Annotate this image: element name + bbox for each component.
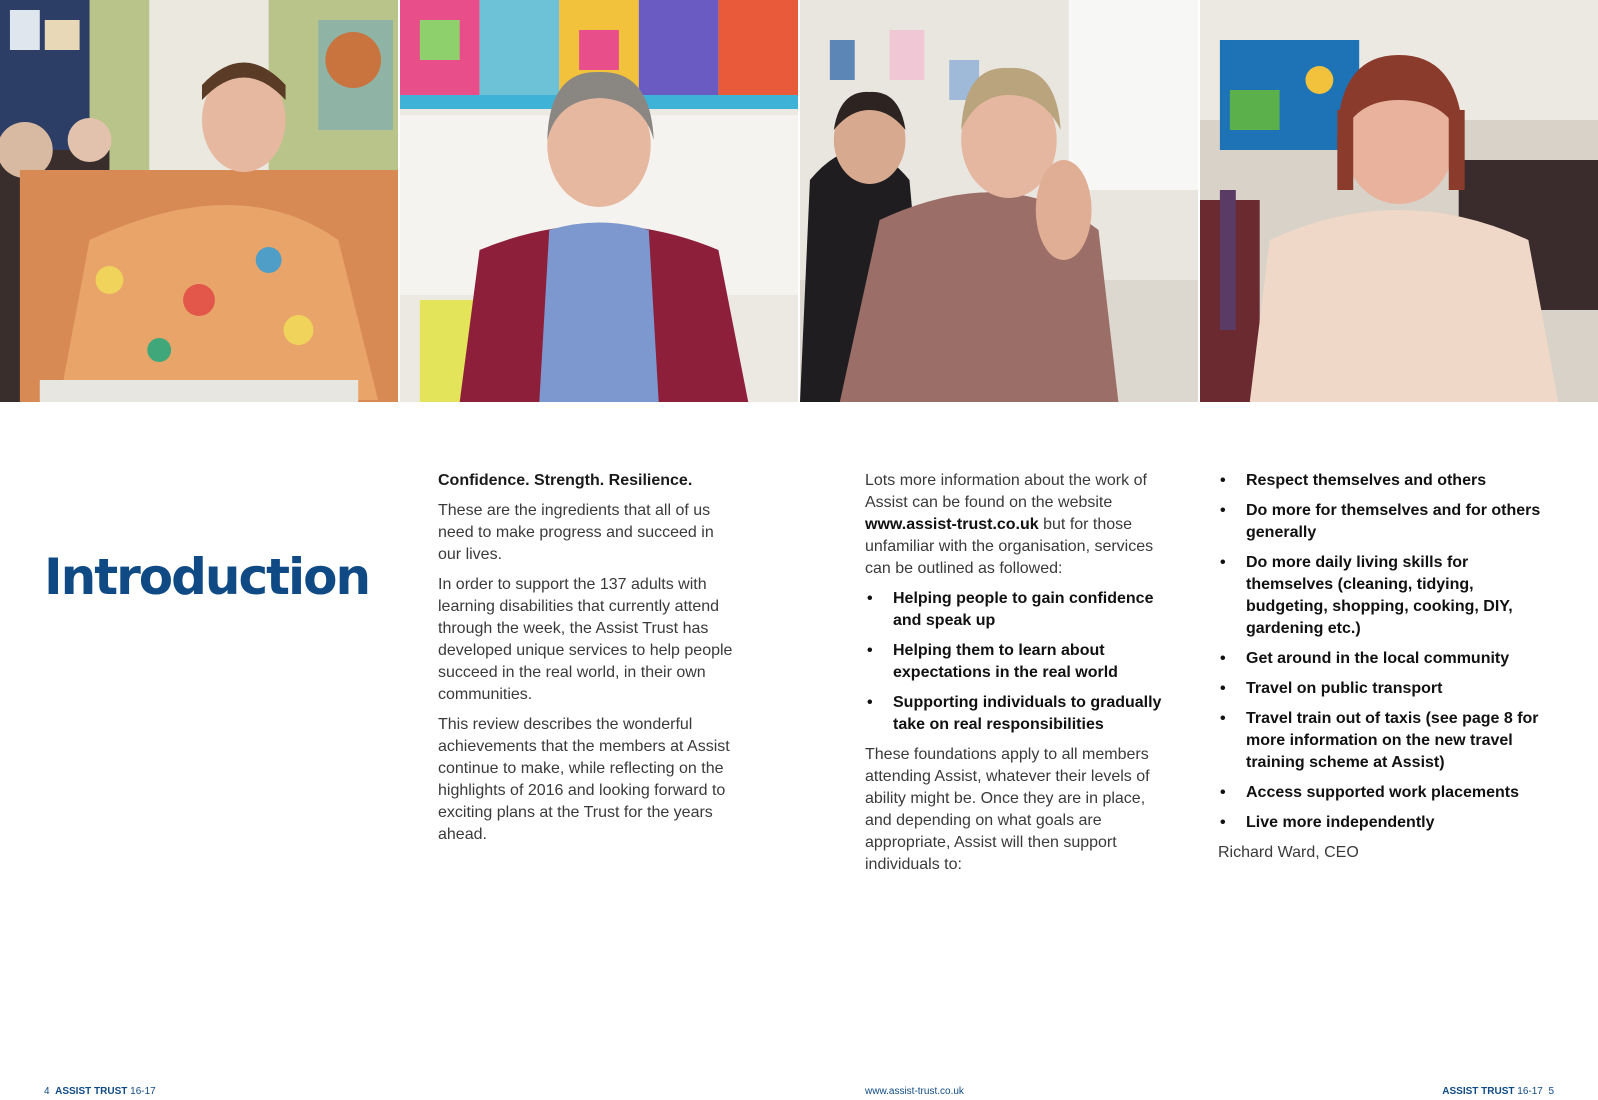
footer-brand-left: ASSIST TRUST bbox=[55, 1086, 128, 1097]
website-link[interactable]: www.assist-trust.co.uk bbox=[865, 516, 1039, 533]
paragraph-foundations: These foundations apply to all members attending Assist, whatever their levels of ability might be. Once they are in place, and depending on what goals are appropriate, Assist will then support individuals to: bbox=[865, 746, 1150, 873]
list-item-text: Travel train out of taxis (see page 8 for more information on the new travel training scheme at Assist) bbox=[1246, 710, 1539, 771]
list-item bbox=[1218, 500, 1548, 544]
bullet-icon: • bbox=[1220, 814, 1226, 831]
paragraph-support: In order to support the 137 adults with learning disabilities that currently attend through the week, the Assist Trust has developed unique services to help people succeed in the real world, in their own communities. bbox=[438, 576, 733, 703]
intro-column-2 bbox=[865, 470, 1165, 884]
photo-woman-cardigan-image bbox=[400, 0, 798, 402]
signature: Richard Ward, CEO bbox=[1218, 844, 1359, 861]
list-item bbox=[1218, 648, 1548, 670]
website-text-after: but for those unfamiliar with the organisation, services can be outlined as followed: bbox=[865, 516, 1154, 577]
list-item-text: Access supported work placements bbox=[1246, 784, 1519, 801]
bullet-icon: • bbox=[1220, 650, 1226, 667]
lead-heading: Confidence. Strength. Resilience. bbox=[438, 472, 693, 489]
list-item-text: Do more daily living skills for themselves (cleaning, tidying, budgeting, shopping, cooking, DIY, gardening etc.) bbox=[1246, 554, 1513, 637]
photo-strip bbox=[0, 0, 1598, 402]
list-item bbox=[1218, 552, 1548, 640]
photo-man-hawaiian-shirt bbox=[0, 0, 398, 402]
list-item bbox=[865, 588, 1165, 632]
photo-woman-red-hair-image bbox=[1200, 0, 1598, 402]
photo-woman-cardigan bbox=[400, 0, 798, 402]
list-item-text: Travel on public transport bbox=[1246, 680, 1443, 697]
list-item bbox=[1218, 678, 1548, 700]
footer-year-left: 16-17 bbox=[130, 1086, 156, 1097]
goals-list bbox=[1218, 470, 1548, 834]
list-item-text: Helping people to gain confidence and speak up bbox=[893, 590, 1154, 629]
photo-man-chin-on-hand bbox=[800, 0, 1198, 402]
footer-right bbox=[1442, 1086, 1554, 1097]
list-item bbox=[1218, 812, 1548, 834]
bullet-icon: • bbox=[867, 694, 873, 711]
paragraph-review: This review describes the wonderful achievements that the members at Assist continue to make, while reflecting on the highlights of 2016 and looking forward to exciting plans at the Trust for the years ahead. bbox=[438, 716, 730, 843]
list-item-text: Helping them to learn about expectations in the real world bbox=[893, 642, 1118, 681]
list-item-text: Respect themselves and others bbox=[1246, 472, 1487, 489]
paragraph-ingredients: These are the ingredients that all of us need to make progress and succeed in our lives. bbox=[438, 502, 714, 563]
footer-year-right: 16-17 bbox=[1517, 1086, 1543, 1097]
website-text-before: Lots more information about the work of Assist can be found on the website bbox=[865, 472, 1147, 511]
page-number-left: 4 bbox=[44, 1086, 50, 1097]
photo-woman-red-hair bbox=[1200, 0, 1598, 402]
list-item-text: Get around in the local community bbox=[1246, 650, 1510, 667]
list-item bbox=[865, 640, 1165, 684]
bullet-icon: • bbox=[1220, 554, 1226, 571]
intro-column-3 bbox=[1218, 470, 1548, 872]
bullet-icon: • bbox=[867, 642, 873, 659]
intro-column-1 bbox=[438, 470, 738, 854]
page-number-right: 5 bbox=[1548, 1086, 1554, 1097]
footer-website-link[interactable]: www.assist-trust.co.uk bbox=[865, 1086, 964, 1097]
bullet-icon: • bbox=[1220, 680, 1226, 697]
footer-left bbox=[44, 1086, 156, 1097]
footer-center bbox=[865, 1086, 964, 1097]
bullet-icon: • bbox=[1220, 472, 1226, 489]
paragraph-website bbox=[865, 470, 1165, 580]
list-item bbox=[1218, 782, 1548, 804]
bullet-icon: • bbox=[1220, 710, 1226, 727]
list-item-text: Live more independently bbox=[1246, 814, 1435, 831]
bullet-icon: • bbox=[867, 590, 873, 607]
list-item-text: Do more for themselves and for others generally bbox=[1246, 502, 1541, 541]
section-title: Introduction bbox=[44, 548, 370, 606]
photo-man-chin-on-hand-image bbox=[800, 0, 1198, 402]
list-item bbox=[1218, 708, 1548, 774]
bullet-icon: • bbox=[1220, 502, 1226, 519]
bullet-icon: • bbox=[1220, 784, 1226, 801]
list-item bbox=[865, 692, 1165, 736]
photo-man-hawaiian-shirt-image bbox=[0, 0, 398, 402]
footer-brand-right: ASSIST TRUST bbox=[1442, 1086, 1515, 1097]
list-item-text: Supporting individuals to gradually take on real responsibilities bbox=[893, 694, 1162, 733]
list-item bbox=[1218, 470, 1548, 492]
services-list bbox=[865, 588, 1165, 736]
